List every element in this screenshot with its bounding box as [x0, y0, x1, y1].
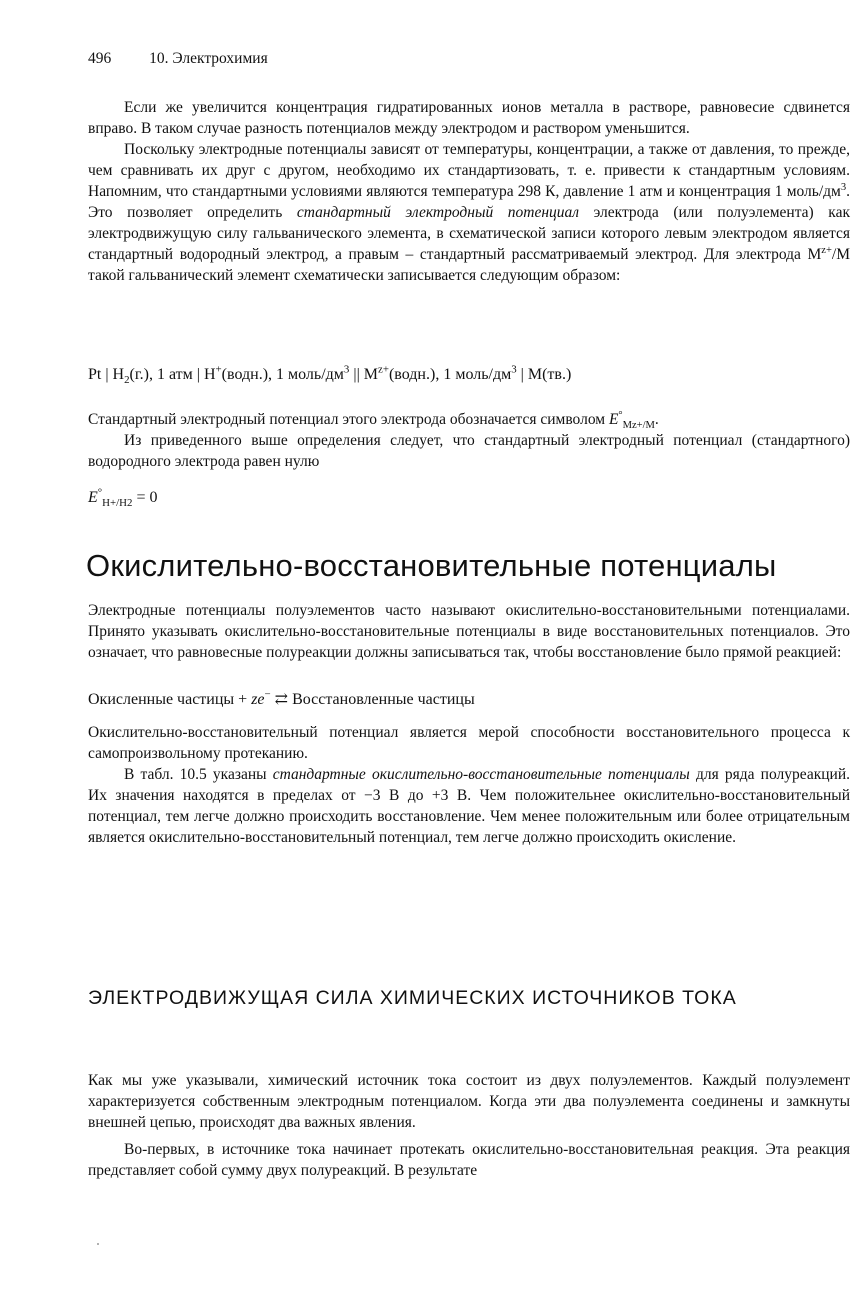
subsection-heading: ЭЛЕКТРОДВИЖУЩАЯ СИЛА ХИМИЧЕСКИХ ИСТОЧНИКОВ ТОКА — [88, 987, 737, 1009]
paragraph-1: Если же увеличится концентрация гидратированных ионов металла в растворе, равновесие сдвинется вправо. В таком случае разность потенциалов между электродом и раствором уменьшится. — [88, 99, 850, 137]
term-standard-potential: стандартный электродный потенциал — [296, 204, 580, 221]
cell-notation-formula: Pt | $H_2(г.)$, 1 атм | H+(водн.), 1 моль/$дм^3$ || $M^{z+}(водн.)$, 1 моль/$дм^3$ | M(тв.) — [88, 363, 572, 387]
paragraph-5: Электродные потенциалы полуэлементов часто называют окислительно-восстановительными потенциалами. Принято указывать окислительно-восстановительные потенциалы в виде восстановительных потенциалов. Это означает, что равновесные полуреакции должны записываться так, чтобы восстановление было прямой реакцией: — [88, 602, 850, 661]
paragraph-3: Стандартный электродный потенциал этого электрода обозначается символом $E^\circ_{Mz+/M}$. — [88, 409, 659, 432]
redox-equation: Окисленные частицы + ze− ⇄ Восстановленные частицы — [88, 688, 475, 708]
redox-intro-block — [88, 600, 850, 663]
paragraph-8: Как мы уже указывали, химический источник тока состоит из двух полуэлементов. Каждый полуэлемент характеризуется собственным электродным потенциалом. Когда эти два полуэлемента соединены и замкнуты внешней цепью, происходят два важных явления. — [88, 1072, 850, 1131]
emf-block — [88, 1070, 850, 1181]
paragraph-9: Во-первых, в источнике тока начинает протекать окислительно-восстановительная реакция. Эта реакция представляет собой сумму двух полуреакций. В результате — [88, 1141, 850, 1179]
intro-block — [88, 97, 850, 286]
running-header — [88, 50, 268, 68]
paragraph-2: Поскольку электродные потенциалы зависят от температуры, концентрации, а также от давления, то прежде, чем сравнивать их друг с другом, необходимо их стандартизовать, т. е. привести к стандартным условиям. Напомним, что стандартными условиями являются температура 298 К, давление 1 атм и концентрация 1 моль/$дм^3$. Это позволяет определить стандартный электродный потенциал электрода (или полуэлемента) как электродвижущую силу гальванического элемента, в схематической записи которого левым электродом является стандартный водородный электрод, а правым – стандартный рассматриваемый электрод. Для электрода $M^{z+}/M$ такой гальванический элемент схематически записывается следующим образом: — [88, 141, 850, 284]
hydrogen-potential-formula: $E^\circ_{H+/H2} = 0$ — [88, 486, 158, 510]
term-standard-redox-potentials: стандартные окислительно-восстановительные потенциалы — [272, 766, 690, 783]
page-number: 496 — [88, 50, 112, 67]
paragraph-6: Окислительно-восстановительный потенциал является мерой способности восстановительного процесса к самопроизвольному протеканию. — [88, 724, 850, 762]
chapter-title: 10. Электрохимия — [149, 50, 268, 67]
paragraph-4: Из приведенного выше определения следует, что стандартный электродный потенциал (стандартного) водородного электрода равен нулю — [88, 432, 850, 470]
scan-speck — [97, 1243, 99, 1245]
section-heading: Окислительно-восстановительные потенциалы — [86, 548, 777, 583]
paragraph-7: В табл. 10.5 указаны стандартные окислительно-восстановительные потенциалы для ряда полуреакций. Их значения находятся в пределах от −3 В до +3 В. Чем положительнее окислительно-восстановительный потенциал, тем легче должно происходить восстановление. Чем менее положительным или более отрицательным является окислительно-восстановительный потенциал, тем легче должно происходить окисление. — [88, 766, 850, 846]
standard-potential-block — [88, 409, 850, 472]
redox-explanation-block — [88, 722, 850, 848]
